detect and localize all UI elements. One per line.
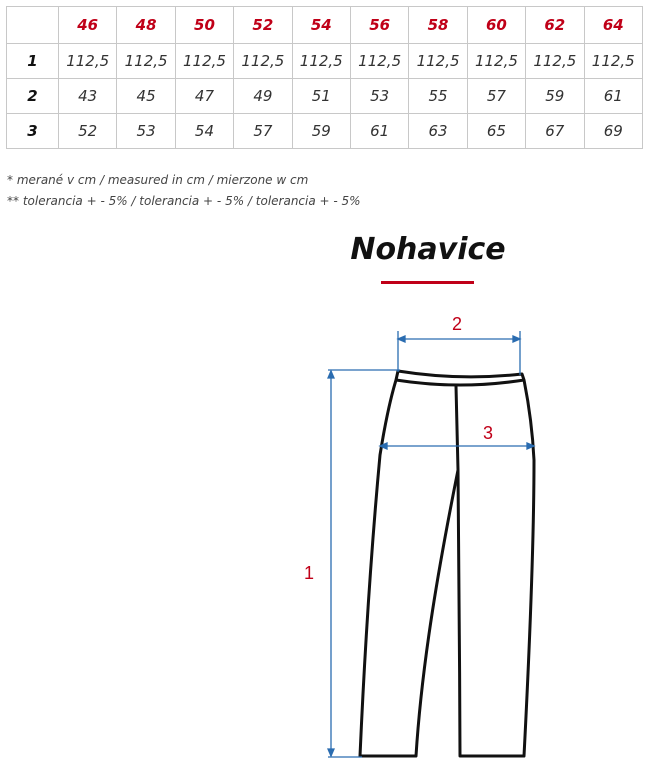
row-label: 2 bbox=[7, 79, 59, 114]
table-cell: 54 bbox=[175, 114, 233, 149]
page-title: Nohavice bbox=[350, 232, 506, 267]
table-cell: 61 bbox=[584, 79, 642, 114]
table-cell: 67 bbox=[526, 114, 584, 149]
arrowhead bbox=[328, 371, 334, 378]
table-cell: 51 bbox=[292, 79, 350, 114]
table-cell: 112,5 bbox=[467, 44, 525, 79]
size-header: 62 bbox=[526, 7, 584, 44]
waistband bbox=[396, 371, 524, 385]
size-header: 64 bbox=[584, 7, 642, 44]
arrowhead bbox=[398, 336, 405, 342]
table-cell: 112,5 bbox=[292, 44, 350, 79]
measure-lines bbox=[328, 331, 534, 757]
row-label: 1 bbox=[7, 44, 59, 79]
table-cell: 63 bbox=[409, 114, 467, 149]
waist-label: 2 bbox=[451, 314, 463, 334]
table-cell: 47 bbox=[175, 79, 233, 114]
table-cell: 59 bbox=[526, 79, 584, 114]
table-cell: 65 bbox=[467, 114, 525, 149]
left-leg bbox=[360, 380, 458, 756]
size-header: 52 bbox=[234, 7, 292, 44]
table-cell: 59 bbox=[292, 114, 350, 149]
size-header: 48 bbox=[117, 7, 175, 44]
size-header: 46 bbox=[59, 7, 117, 44]
note-tolerance: ** tolerancia + - 5% / tolerancia + - 5% / tolerancia + - 5% bbox=[7, 194, 361, 208]
table-cell: 49 bbox=[234, 79, 292, 114]
table-cell: 112,5 bbox=[350, 44, 408, 79]
table-cell: 53 bbox=[117, 114, 175, 149]
size-header: 50 bbox=[175, 7, 233, 44]
table-cell: 112,5 bbox=[409, 44, 467, 79]
hip-label: 3 bbox=[482, 423, 494, 443]
table-cell: 52 bbox=[59, 114, 117, 149]
table-cell: 57 bbox=[467, 79, 525, 114]
table-cell: 112,5 bbox=[117, 44, 175, 79]
table-cell: 69 bbox=[584, 114, 642, 149]
table-cell: 112,5 bbox=[234, 44, 292, 79]
row-label: 3 bbox=[7, 114, 59, 149]
arrowhead bbox=[513, 336, 520, 342]
table-cell: 61 bbox=[350, 114, 408, 149]
size-header: 56 bbox=[350, 7, 408, 44]
arrowhead bbox=[328, 749, 334, 756]
table-cell: 112,5 bbox=[526, 44, 584, 79]
size-header: 58 bbox=[409, 7, 467, 44]
pants-outline bbox=[360, 371, 534, 756]
length-label: 1 bbox=[303, 563, 315, 583]
right-leg bbox=[458, 380, 534, 756]
table-cell: 57 bbox=[234, 114, 292, 149]
table-cell: 112,5 bbox=[584, 44, 642, 79]
table-cell: 112,5 bbox=[175, 44, 233, 79]
size-header: 54 bbox=[292, 7, 350, 44]
table-cell: 43 bbox=[59, 79, 117, 114]
table-cell: 53 bbox=[350, 79, 408, 114]
table-cell: 45 bbox=[117, 79, 175, 114]
table-cell: 55 bbox=[409, 79, 467, 114]
table-cell: 112,5 bbox=[59, 44, 117, 79]
size-header: 60 bbox=[467, 7, 525, 44]
note-measured: * merané v cm / measured in cm / mierzone w cm bbox=[7, 173, 309, 187]
